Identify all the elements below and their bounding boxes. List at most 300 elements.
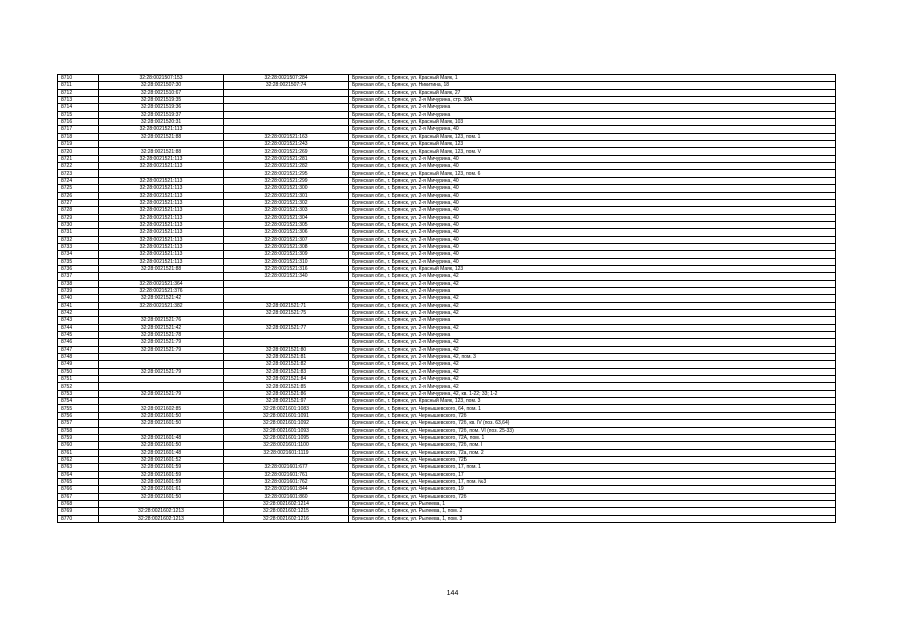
row-number-cell: 8744: [58, 324, 99, 331]
land-cadastral-number-cell: 32:28:0021601:50: [99, 442, 224, 449]
land-cadastral-number-cell: 32:28:0021521:88: [99, 133, 224, 140]
address-cell: Брянская обл., г. Брянск, ул. Красный Маяк, 123, пом. 6: [349, 170, 836, 177]
address-cell: Брянская обл., г. Брянск, ул. 2-я Мичурина, 40: [349, 163, 836, 170]
table-row: [58, 346, 836, 353]
row-number-cell: 8718: [58, 133, 99, 140]
address-cell: Брянская обл., г. Брянск, ул. 2-я Мичурина, 40: [349, 199, 836, 206]
address-cell: Брянская обл., г. Брянск, ул. Чернышевского, 17, пом. №3: [349, 478, 836, 485]
row-number-cell: 8731: [58, 229, 99, 236]
object-cadastral-number-cell: 32:28:0021521:304: [224, 214, 349, 221]
land-cadastral-number-cell: 32:28:0021521:113: [99, 221, 224, 228]
table-row: [58, 493, 836, 500]
address-cell: Брянская обл., г. Брянск, ул. Красный Маяк, 123, пом. 3: [349, 398, 836, 405]
row-number-cell: 8765: [58, 478, 99, 485]
address-cell: Брянская обл., г. Брянск, ул. Красный Маяк, 123, пом. V: [349, 148, 836, 155]
registry-table-body: [58, 75, 836, 523]
table-row: [58, 82, 836, 89]
object-cadastral-number-cell: 32:28:0021521:310: [224, 258, 349, 265]
row-number-cell: 8752: [58, 383, 99, 390]
table-row: [58, 332, 836, 339]
table-row: [58, 111, 836, 118]
page-number: 144: [446, 590, 459, 597]
object-cadastral-number-cell: 32:28:0021601:1100: [224, 442, 349, 449]
row-number-cell: 8729: [58, 214, 99, 221]
land-cadastral-number-cell: 32:28:0021521:79: [99, 390, 224, 397]
row-number-cell: 8755: [58, 405, 99, 412]
land-cadastral-number-cell: [99, 310, 224, 317]
object-cadastral-number-cell: 32:28:0021602:1216: [224, 515, 349, 522]
land-cadastral-number-cell: 32:28:0021601:48: [99, 434, 224, 441]
land-cadastral-number-cell: [99, 361, 224, 368]
table-row: [58, 398, 836, 405]
object-cadastral-number-cell: [224, 111, 349, 118]
object-cadastral-number-cell: 32:28:0021601:1119: [224, 449, 349, 456]
object-cadastral-number-cell: 32:28:0021507:284: [224, 75, 349, 82]
address-cell: Брянская обл., г. Брянск, ул. Чернышевского, 72б, пом. VI (поз. 25-33): [349, 427, 836, 434]
table-row: [58, 420, 836, 427]
table-row: [58, 310, 836, 317]
address-cell: Брянская обл., г. Брянск, ул. 2-я Мичурина, стр. 38А: [349, 97, 836, 104]
row-number-cell: 8743: [58, 317, 99, 324]
address-cell: Брянская обл., г. Брянск, ул. Красный Маяк, 123: [349, 141, 836, 148]
table-row: [58, 339, 836, 346]
table-row: [58, 376, 836, 383]
row-number-cell: 8770: [58, 515, 99, 522]
row-number-cell: 8712: [58, 89, 99, 96]
address-cell: Брянская обл., г. Брянск, ул. 2-я Мичурина, 42: [349, 376, 836, 383]
object-cadastral-number-cell: 32:28:0021601:762: [224, 478, 349, 485]
land-cadastral-number-cell: 32:28:0021521:113: [99, 177, 224, 184]
object-cadastral-number-cell: 32:28:0021521:77: [224, 324, 349, 331]
row-number-cell: 8759: [58, 434, 99, 441]
land-cadastral-number-cell: 32:28:0021521:79: [99, 346, 224, 353]
land-cadastral-number-cell: 32:28:0021602:1213: [99, 508, 224, 515]
address-cell: Брянская обл., г. Брянск, ул. 2-я Мичурина, 40: [349, 185, 836, 192]
address-cell: Брянская обл., г. Брянск, ул. 2-я Мичурина, 42: [349, 295, 836, 302]
object-cadastral-number-cell: 32:28:0021521:86: [224, 390, 349, 397]
address-cell: Брянская обл., г. Брянск, ул. 2-я Мичурина: [349, 287, 836, 294]
address-cell: Брянская обл., г. Брянск, ул. Чернышевского, 72а, пом. 2: [349, 449, 836, 456]
table-row: [58, 295, 836, 302]
land-cadastral-number-cell: 32:28:0021520:31: [99, 119, 224, 126]
land-cadastral-number-cell: 32:28:0021602:1213: [99, 515, 224, 522]
land-cadastral-number-cell: 32:28:0021521:364: [99, 280, 224, 287]
table-row: [58, 229, 836, 236]
table-row: [58, 500, 836, 507]
address-cell: Брянская обл., г. Брянск, ул. Рылеева, 1, пом. 3: [349, 515, 836, 522]
address-cell: Брянская обл., г. Брянск, ул. Чернышевского, 19: [349, 486, 836, 493]
object-cadastral-number-cell: 32:28:0021507:74: [224, 82, 349, 89]
row-number-cell: 8720: [58, 148, 99, 155]
row-number-cell: 8746: [58, 339, 99, 346]
address-cell: Брянская обл., г. Брянск, ул. 2-я Мичурина: [349, 332, 836, 339]
land-cadastral-number-cell: [99, 398, 224, 405]
table-row: [58, 141, 836, 148]
land-cadastral-number-cell: [99, 376, 224, 383]
table-row: [58, 317, 836, 324]
land-cadastral-number-cell: [99, 141, 224, 148]
address-cell: Брянская обл., г. Брянск, ул. Чернышевского, 72б: [349, 412, 836, 419]
address-cell: Брянская обл., г. Брянск, ул. 2-я Мичурина, 40: [349, 221, 836, 228]
object-cadastral-number-cell: 32:28:0021601:844: [224, 486, 349, 493]
land-cadastral-number-cell: 32:28:0021521:42: [99, 295, 224, 302]
object-cadastral-number-cell: [224, 97, 349, 104]
row-number-cell: 8741: [58, 302, 99, 309]
row-number-cell: 8753: [58, 390, 99, 397]
table-row: [58, 97, 836, 104]
row-number-cell: 8751: [58, 376, 99, 383]
address-cell: Брянская обл., г. Брянск, ул. 2-я Мичурина, 42: [349, 273, 836, 280]
row-number-cell: 8722: [58, 163, 99, 170]
table-row: [58, 89, 836, 96]
land-cadastral-number-cell: 32:28:0021521:113: [99, 126, 224, 133]
row-number-cell: 8711: [58, 82, 99, 89]
table-row: [58, 221, 836, 228]
object-cadastral-number-cell: 32:28:0021601:860: [224, 493, 349, 500]
table-row: [58, 251, 836, 258]
row-number-cell: 8750: [58, 368, 99, 375]
address-cell: Брянская обл., г. Брянск, ул. Никитина, 18: [349, 82, 836, 89]
table-row: [58, 442, 836, 449]
object-cadastral-number-cell: [224, 317, 349, 324]
object-cadastral-number-cell: 32:28:0021521:243: [224, 141, 349, 148]
land-cadastral-number-cell: [99, 427, 224, 434]
land-cadastral-number-cell: 32:28:0021601:59: [99, 464, 224, 471]
row-number-cell: 8761: [58, 449, 99, 456]
address-cell: Брянская обл., г. Брянск, ул. Красный Маяк, 123: [349, 265, 836, 272]
address-cell: Брянская обл., г. Брянск, ул. Чернышевского, 64, пом. 1: [349, 405, 836, 412]
row-number-cell: 8732: [58, 236, 99, 243]
address-cell: Брянская обл., г. Брянск, ул. 2-я Мичурина, 40: [349, 251, 836, 258]
object-cadastral-number-cell: 32:28:0021521:340: [224, 273, 349, 280]
land-cadastral-number-cell: 32:28:0021601:50: [99, 420, 224, 427]
row-number-cell: 8766: [58, 486, 99, 493]
table-row: [58, 214, 836, 221]
address-cell: Брянская обл., г. Брянск, ул. Чернышевского, 72б, кв. IV (поз. 63,64): [349, 420, 836, 427]
table-row: [58, 170, 836, 177]
table-row: [58, 104, 836, 111]
object-cadastral-number-cell: 32:28:0021521:83: [224, 368, 349, 375]
table-row: [58, 75, 836, 82]
land-cadastral-number-cell: [99, 383, 224, 390]
address-cell: Брянская обл., г. Брянск, ул. 2-я Мичурина, 42: [349, 280, 836, 287]
table-row: [58, 302, 836, 309]
table-row: [58, 155, 836, 162]
address-cell: Брянская обл., г. Брянск, ул. Красный Маяк, 103: [349, 119, 836, 126]
land-cadastral-number-cell: 32:28:0021521:113: [99, 243, 224, 250]
address-cell: Брянская обл., г. Брянск, ул. 2-я Мичурина, 42: [349, 361, 836, 368]
row-number-cell: 8735: [58, 258, 99, 265]
row-number-cell: 8719: [58, 141, 99, 148]
address-cell: Брянская обл., г. Брянск, ул. Чернышевского, 17: [349, 471, 836, 478]
land-cadastral-number-cell: [99, 354, 224, 361]
land-cadastral-number-cell: 32:28:0021521:42: [99, 324, 224, 331]
table-row: [58, 273, 836, 280]
address-cell: Брянская обл., г. Брянск, ул. 2-я Мичурина, 42: [349, 310, 836, 317]
land-cadastral-number-cell: 32:28:0021519:37: [99, 111, 224, 118]
table-row: [58, 486, 836, 493]
object-cadastral-number-cell: 32:28:0021521:303: [224, 207, 349, 214]
row-number-cell: 8748: [58, 354, 99, 361]
row-number-cell: 8764: [58, 471, 99, 478]
address-cell: Брянская обл., г. Брянск, ул. 2-я Мичурина: [349, 104, 836, 111]
object-cadastral-number-cell: 32:28:0021521:281: [224, 155, 349, 162]
land-cadastral-number-cell: 32:28:0021519:36: [99, 104, 224, 111]
table-row: [58, 280, 836, 287]
address-cell: Брянская обл., г. Брянск, ул. 2-я Мичурина, 40: [349, 236, 836, 243]
row-number-cell: 8736: [58, 265, 99, 272]
table-row: [58, 354, 836, 361]
address-cell: Брянская обл., г. Брянск, ул. 2-я Мичурина, 40: [349, 192, 836, 199]
row-number-cell: 8733: [58, 243, 99, 250]
land-cadastral-number-cell: [99, 170, 224, 177]
row-number-cell: 8754: [58, 398, 99, 405]
land-cadastral-number-cell: 32:28:0021507:30: [99, 82, 224, 89]
object-cadastral-number-cell: 32:28:0021521:85: [224, 383, 349, 390]
object-cadastral-number-cell: 32:28:0021521:295: [224, 170, 349, 177]
land-cadastral-number-cell: 32:28:0021510:67: [99, 89, 224, 96]
address-cell: Брянская обл., г. Брянск, ул. 2-я Мичурина, 42: [349, 368, 836, 375]
table-row: [58, 243, 836, 250]
object-cadastral-number-cell: 32:28:0021521:306: [224, 229, 349, 236]
land-cadastral-number-cell: 32:28:0021507:153: [99, 75, 224, 82]
table-row: [58, 177, 836, 184]
land-cadastral-number-cell: 32:28:0021601:52: [99, 456, 224, 463]
address-cell: Брянская обл., г. Брянск, ул. Чернышевского, 72б, пом. I: [349, 442, 836, 449]
table-row: [58, 405, 836, 412]
row-number-cell: 8721: [58, 155, 99, 162]
object-cadastral-number-cell: 32:28:0021521:300: [224, 185, 349, 192]
object-cadastral-number-cell: 32:28:0021521:80: [224, 346, 349, 353]
address-cell: Брянская обл., г. Брянск, ул. Красный Маяк, 123, пом. 1: [349, 133, 836, 140]
object-cadastral-number-cell: 32:28:0021521:269: [224, 148, 349, 155]
land-cadastral-number-cell: 32:28:0021521:79: [99, 368, 224, 375]
object-cadastral-number-cell: 32:28:0021521:75: [224, 310, 349, 317]
land-cadastral-number-cell: 32:28:0021521:113: [99, 163, 224, 170]
row-number-cell: 8749: [58, 361, 99, 368]
address-cell: Брянская обл., г. Брянск, ул. 2-я Мичурина, 40: [349, 243, 836, 250]
address-cell: Брянская обл., г. Брянск, ул. 2-я Мичурина, 42: [349, 339, 836, 346]
object-cadastral-number-cell: 32:28:0021521:282: [224, 163, 349, 170]
land-cadastral-number-cell: [99, 500, 224, 507]
land-cadastral-number-cell: [99, 273, 224, 280]
object-cadastral-number-cell: 32:28:0021601:677: [224, 464, 349, 471]
row-number-cell: 8727: [58, 199, 99, 206]
object-cadastral-number-cell: 32:28:0021521:82: [224, 361, 349, 368]
land-cadastral-number-cell: 32:28:0021521:376: [99, 287, 224, 294]
object-cadastral-number-cell: 32:28:0021521:71: [224, 302, 349, 309]
row-number-cell: 8769: [58, 508, 99, 515]
address-cell: Брянская обл., г. Брянск, ул. Чернышевского, 72б: [349, 493, 836, 500]
table-row: [58, 412, 836, 419]
object-cadastral-number-cell: 32:28:0021602:1215: [224, 508, 349, 515]
object-cadastral-number-cell: 32:28:0021521:316: [224, 265, 349, 272]
object-cadastral-number-cell: [224, 332, 349, 339]
registry-table: [57, 74, 836, 523]
address-cell: Брянская обл., г. Брянск, ул. 2-я Мичурина, 40: [349, 258, 836, 265]
row-number-cell: 8714: [58, 104, 99, 111]
address-cell: Брянская обл., г. Брянск, ул. Красный Маяк, 1: [349, 75, 836, 82]
address-cell: Брянская обл., г. Брянск, ул. 2-я Мичурина, 42: [349, 324, 836, 331]
object-cadastral-number-cell: 32:28:0021602:1214: [224, 500, 349, 507]
object-cadastral-number-cell: [224, 104, 349, 111]
object-cadastral-number-cell: [224, 280, 349, 287]
address-cell: Брянская обл., г. Брянск, ул. 2-я Мичурина, 40: [349, 229, 836, 236]
land-cadastral-number-cell: 32:28:0021521:113: [99, 229, 224, 236]
table-row: [58, 185, 836, 192]
object-cadastral-number-cell: 32:28:0021521:307: [224, 236, 349, 243]
table-row: [58, 508, 836, 515]
row-number-cell: 8737: [58, 273, 99, 280]
row-number-cell: 8725: [58, 185, 99, 192]
address-cell: Брянская обл., г. Брянск, ул. 2-я Мичурина, 42, пом. 3: [349, 354, 836, 361]
object-cadastral-number-cell: 32:28:0021601:761: [224, 471, 349, 478]
table-row: [58, 133, 836, 140]
address-cell: Брянская обл., г. Брянск, ул. Чернышевского, 17, пом. 1: [349, 464, 836, 471]
table-row: [58, 471, 836, 478]
table-row: [58, 449, 836, 456]
table-row: [58, 324, 836, 331]
land-cadastral-number-cell: 32:28:0021601:59: [99, 478, 224, 485]
object-cadastral-number-cell: [224, 287, 349, 294]
row-number-cell: 8726: [58, 192, 99, 199]
table-row: [58, 427, 836, 434]
address-cell: Брянская обл., г. Брянск, ул. 2-я Мичурина, 40: [349, 177, 836, 184]
land-cadastral-number-cell: 32:28:0021521:113: [99, 185, 224, 192]
row-number-cell: 8716: [58, 119, 99, 126]
object-cadastral-number-cell: 32:28:0021521:301: [224, 192, 349, 199]
row-number-cell: 8738: [58, 280, 99, 287]
address-cell: Брянская обл., г. Брянск, ул. 2-я Мичурина, 40: [349, 126, 836, 133]
land-cadastral-number-cell: 32:28:0021521:113: [99, 258, 224, 265]
address-cell: Брянская обл., г. Брянск, ул. 2-я Мичурина, 40: [349, 207, 836, 214]
land-cadastral-number-cell: 32:28:0021601:48: [99, 449, 224, 456]
row-number-cell: 8760: [58, 442, 99, 449]
object-cadastral-number-cell: [224, 456, 349, 463]
row-number-cell: 8745: [58, 332, 99, 339]
land-cadastral-number-cell: 32:28:0021602:85: [99, 405, 224, 412]
table-row: [58, 119, 836, 126]
address-cell: Брянская обл., г. Брянск, ул. 2-я Мичурина, 42: [349, 346, 836, 353]
address-cell: Брянская обл., г. Брянск, ул. 2-я Мичурина, 42: [349, 302, 836, 309]
object-cadastral-number-cell: 32:28:0021521:299: [224, 177, 349, 184]
object-cadastral-number-cell: 32:28:0021601:1093: [224, 427, 349, 434]
address-cell: Брянская обл., г. Брянск, ул. 2-я Мичурина: [349, 317, 836, 324]
address-cell: Брянская обл., г. Брянск, ул. 2-я Мичурина, 40: [349, 155, 836, 162]
object-cadastral-number-cell: [224, 89, 349, 96]
land-cadastral-number-cell: 32:28:0021601:50: [99, 493, 224, 500]
table-row: [58, 368, 836, 375]
object-cadastral-number-cell: [224, 126, 349, 133]
row-number-cell: 8762: [58, 456, 99, 463]
table-row: [58, 464, 836, 471]
object-cadastral-number-cell: 32:28:0021521:305: [224, 221, 349, 228]
row-number-cell: 8747: [58, 346, 99, 353]
address-cell: Брянская обл., г. Брянск, ул. 2-я Мичурина, 40: [349, 214, 836, 221]
land-cadastral-number-cell: 32:28:0021521:79: [99, 339, 224, 346]
address-cell: Брянская обл., г. Брянск, ул. Красный Маяк, 27: [349, 89, 836, 96]
land-cadastral-number-cell: 32:28:0021521:88: [99, 148, 224, 155]
row-number-cell: 8730: [58, 221, 99, 228]
address-cell: Брянская обл., г. Брянск, ул. Чернышевского, 72А, пом. 1: [349, 434, 836, 441]
row-number-cell: 8739: [58, 287, 99, 294]
object-cadastral-number-cell: 32:28:0021521:309: [224, 251, 349, 258]
row-number-cell: 8734: [58, 251, 99, 258]
address-cell: Брянская обл., г. Брянск, ул. Рылеева, 1: [349, 500, 836, 507]
table-row: [58, 192, 836, 199]
land-cadastral-number-cell: 32:28:0021521:113: [99, 207, 224, 214]
object-cadastral-number-cell: 32:28:0021521:163: [224, 133, 349, 140]
table-row: [58, 456, 836, 463]
row-number-cell: 8715: [58, 111, 99, 118]
table-row: [58, 199, 836, 206]
object-cadastral-number-cell: [224, 119, 349, 126]
row-number-cell: 8763: [58, 464, 99, 471]
land-cadastral-number-cell: 32:28:0021521:113: [99, 251, 224, 258]
row-number-cell: 8713: [58, 97, 99, 104]
object-cadastral-number-cell: 32:28:0021521:81: [224, 354, 349, 361]
table-row: [58, 163, 836, 170]
row-number-cell: 8724: [58, 177, 99, 184]
row-number-cell: 8728: [58, 207, 99, 214]
table-row: [58, 434, 836, 441]
table-row: [58, 258, 836, 265]
object-cadastral-number-cell: 32:28:0021521:97: [224, 398, 349, 405]
address-cell: Брянская обл., г. Брянск, ул. Рылеева, 1, пом. 2: [349, 508, 836, 515]
object-cadastral-number-cell: 32:28:0021521:84: [224, 376, 349, 383]
row-number-cell: 8723: [58, 170, 99, 177]
table-row: [58, 207, 836, 214]
row-number-cell: 8757: [58, 420, 99, 427]
table-row: [58, 361, 836, 368]
address-cell: Брянская обл., г. Брянск, ул. 2-я Мичурина, 42: [349, 383, 836, 390]
land-cadastral-number-cell: 32:28:0021521:113: [99, 214, 224, 221]
land-cadastral-number-cell: 32:28:0021521:382: [99, 302, 224, 309]
table-row: [58, 478, 836, 485]
land-cadastral-number-cell: 32:28:0021521:78: [99, 332, 224, 339]
address-cell: Брянская обл., г. Брянск, ул. 2-я Мичурина, 42, кв. 1-22; 33; 1-2: [349, 390, 836, 397]
address-cell: Брянская обл., г. Брянск, ул. Чернышевского, 72Б: [349, 456, 836, 463]
row-number-cell: 8756: [58, 412, 99, 419]
object-cadastral-number-cell: 32:28:0021521:308: [224, 243, 349, 250]
row-number-cell: 8717: [58, 126, 99, 133]
object-cadastral-number-cell: 32:28:0021601:1091: [224, 412, 349, 419]
land-cadastral-number-cell: 32:28:0021521:76: [99, 317, 224, 324]
land-cadastral-number-cell: 32:28:0021601:59: [99, 471, 224, 478]
row-number-cell: 8742: [58, 310, 99, 317]
row-number-cell: 8768: [58, 500, 99, 507]
address-cell: Брянская обл., г. Брянск, ул. 2-я Мичурина: [349, 111, 836, 118]
object-cadastral-number-cell: 32:28:0021521:302: [224, 199, 349, 206]
land-cadastral-number-cell: 32:28:0021521:113: [99, 155, 224, 162]
table-row: [58, 126, 836, 133]
table-row: [58, 265, 836, 272]
object-cadastral-number-cell: 32:28:0021601:1095: [224, 434, 349, 441]
object-cadastral-number-cell: [224, 339, 349, 346]
row-number-cell: 8758: [58, 427, 99, 434]
land-cadastral-number-cell: 32:28:0021521:113: [99, 199, 224, 206]
table-row: [58, 383, 836, 390]
table-row: [58, 236, 836, 243]
land-cadastral-number-cell: 32:28:0021601:61: [99, 486, 224, 493]
table-row: [58, 390, 836, 397]
row-number-cell: 8767: [58, 493, 99, 500]
table-row: [58, 148, 836, 155]
land-cadastral-number-cell: 32:28:0021521:88: [99, 265, 224, 272]
object-cadastral-number-cell: 32:28:0021601:1083: [224, 405, 349, 412]
table-row: [58, 515, 836, 522]
land-cadastral-number-cell: 32:28:0021521:113: [99, 236, 224, 243]
